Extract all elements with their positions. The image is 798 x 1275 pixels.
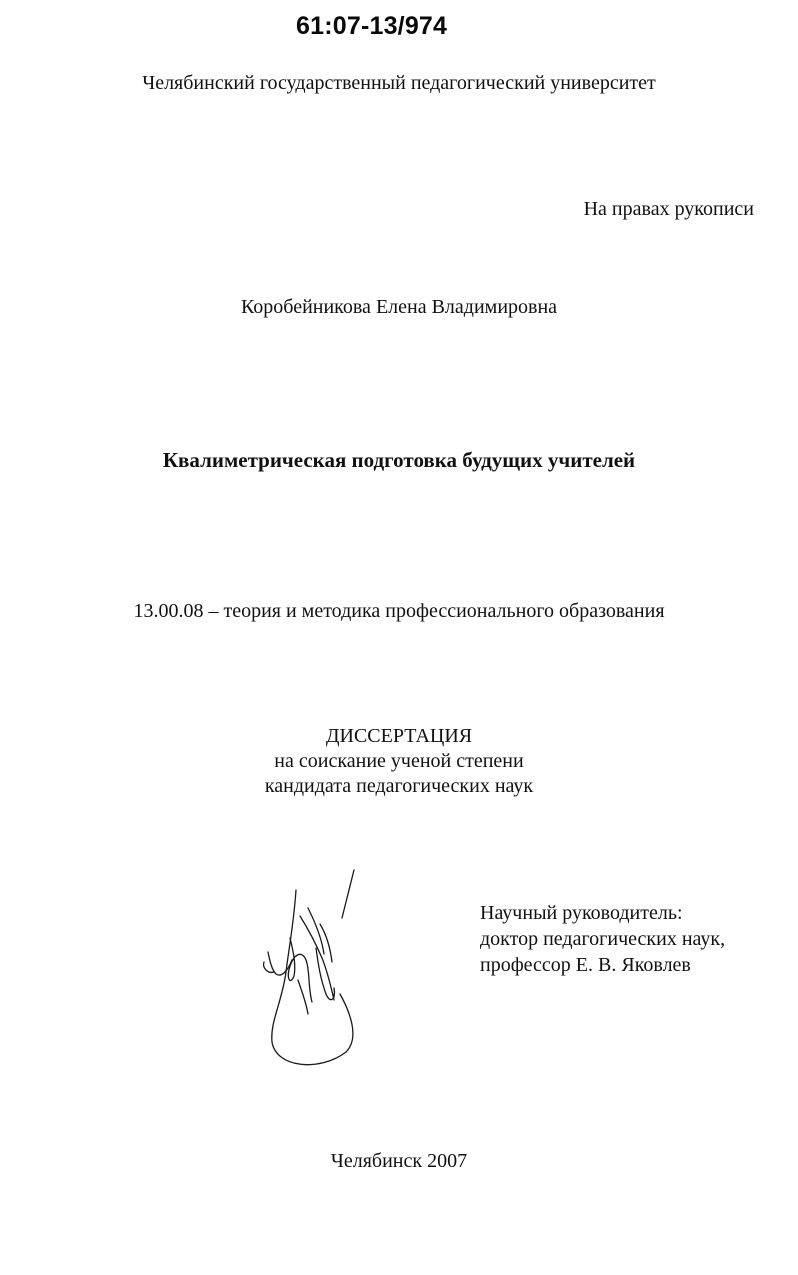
manuscript-rights: На правах рукописи — [583, 198, 754, 220]
dissertation-title: Квалиметрическая подготовка будущих учителей — [162, 448, 636, 472]
degree-block — [0, 724, 798, 799]
degree-line-2: кандидата педагогических наук — [264, 775, 534, 797]
supervisor-degree: доктор педагогических наук, — [480, 928, 726, 950]
specialty-code: 13.00.08 – теория и методика профессионального образования — [133, 600, 665, 622]
university-name: Челябинский государственный педагогический университет — [142, 72, 656, 94]
city-year: Челябинск 2007 — [330, 1150, 468, 1172]
registration-code: 61:07-13/974 — [296, 12, 448, 40]
supervisor-name: профессор Е. В. Яковлев — [480, 954, 691, 976]
degree-heading: ДИССЕРТАЦИЯ — [325, 725, 473, 747]
supervisor-label: Научный руководитель: — [480, 902, 683, 924]
author-name: Коробейникова Елена Владимировна — [240, 296, 558, 318]
degree-line-1: на соискание ученой степени — [274, 750, 524, 772]
signature-icon — [250, 862, 380, 1072]
supervisor-block — [480, 900, 725, 978]
